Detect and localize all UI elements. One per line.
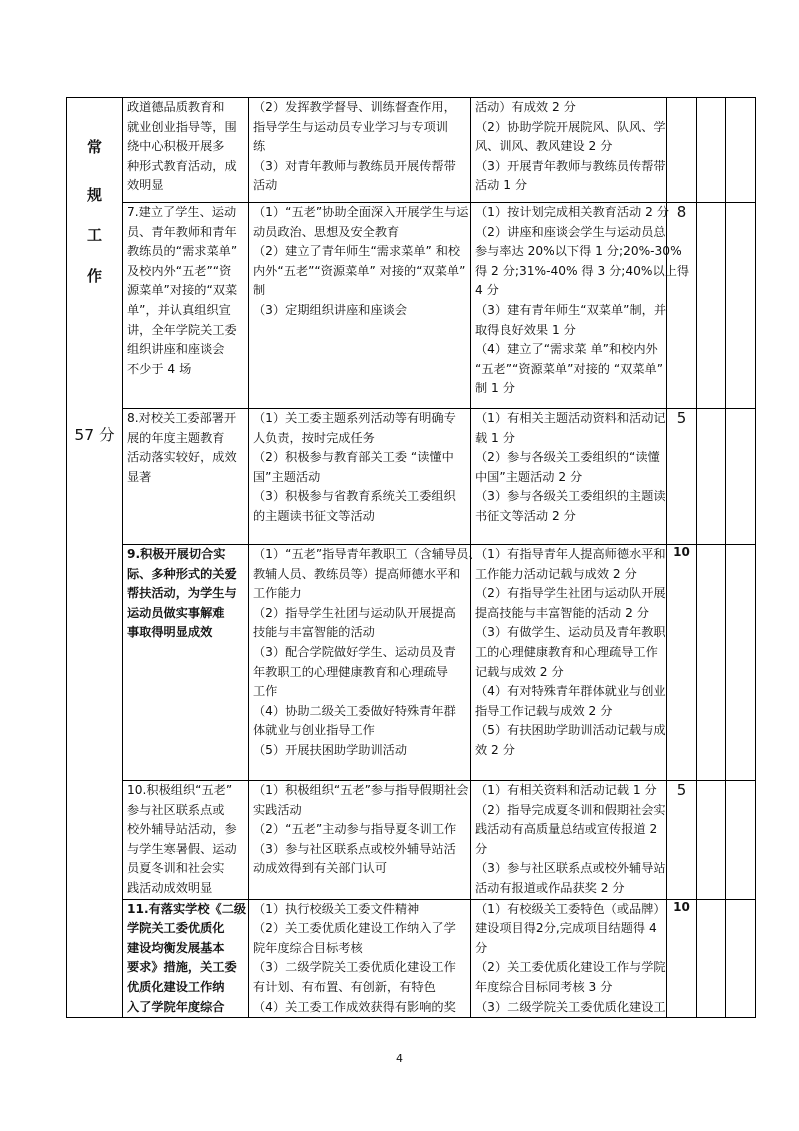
item-cell (123, 781, 249, 900)
criteria-cell (471, 203, 690, 409)
criteria-cell-line: 活动有报道或作品获奖 2 分 (475, 880, 625, 895)
blank-score-cell (726, 545, 756, 781)
criteria-cell-line: （2）指导完成夏冬训和假期社会实 (475, 802, 666, 817)
category-score: 57 分 (74, 426, 115, 444)
blank-score-cell (697, 409, 726, 545)
table-row (67, 781, 756, 900)
item-cell-line: 8.对校关工委部署开 (127, 411, 237, 425)
item-cell-line: 不少于 4 场 (127, 361, 192, 376)
item-cell-line: 学院关工委优质化 (127, 921, 225, 936)
category-char: 常 (86, 138, 102, 156)
item-cell-line: 组织讲座和座谈会 (127, 342, 225, 357)
criteria-cell (471, 781, 667, 900)
criteria-cell-line: 取得良好效果 1 分 (475, 322, 576, 337)
criteria-cell-line: 指导工作记载与成效 2 分 (475, 703, 613, 718)
content-cell-line: 内外“五老”“资源菜单” 对接的“双菜单” (253, 263, 466, 278)
blank-score-cell (697, 203, 726, 409)
score-cell: 5 (667, 781, 697, 900)
content-cell-line: 指导学生与运动员专业学习与专项训 (253, 119, 448, 134)
item-cell (123, 409, 249, 545)
item-cell-line: 校外辅导站活动，参 (127, 822, 237, 837)
table-row (67, 98, 756, 203)
criteria-cell-line: （2）有指导学生社团与运动队开展 (475, 586, 666, 601)
criteria-cell-line: （5）有扶困助学助训活动记载与成 (475, 723, 666, 738)
blank-score-cell (697, 98, 726, 203)
criteria-cell-line: （2）讲座和座谈会学生与运动员总 (475, 224, 666, 239)
criteria-cell (471, 98, 667, 203)
content-cell-line: （3）二级学院关工委优质化建设工作 (253, 960, 456, 975)
item-cell-line: 事取得明显成效 (127, 625, 213, 640)
blank-score-cell (726, 98, 756, 203)
item-cell-line: 帮扶活动，为学生与 (127, 586, 237, 601)
item-cell-line: 显著 (127, 469, 152, 484)
score-cell (667, 98, 697, 203)
content-cell-line: （4）关工委工作成效获得有影响的奖 (253, 999, 456, 1014)
criteria-cell-line: 参与率达 20%以下得 1 分;20%-30% (475, 244, 682, 259)
content-cell-line: 工作 (253, 684, 278, 699)
item-cell (123, 98, 249, 203)
item-cell-line: 政道德品质教育和 (127, 100, 225, 114)
content-cell-line: （2）“五老”主动参与指导夏冬训工作 (253, 822, 457, 837)
criteria-cell-line: 活动）有成效 2 分 (475, 100, 576, 114)
criteria-cell-line: （3）参与各级关工委组织的主题读 (475, 489, 666, 504)
item-cell-line: 教练员的“需求菜单” (127, 244, 238, 259)
content-cell-line: （1）关工委主题系列活动等有明确专 (253, 411, 456, 425)
content-cell-line: （2）指导学生社团与运动队开展提高 (253, 605, 456, 620)
criteria-cell (471, 409, 667, 545)
criteria-cell-line: （1）按计划完成相关教育活动 2 分 (475, 205, 669, 219)
content-cell-line: （2）关工委优质化建设工作纳入了学 (253, 921, 456, 936)
item-cell-line: 活动落实较好，成效 (127, 450, 237, 465)
criteria-cell (471, 899, 667, 1018)
criteria-cell-line: （1）有指导青年人提高师德水平和 (475, 547, 666, 561)
category-char: 规 (86, 186, 102, 204)
content-cell-line: （1）积极组织“五老”参与指导假期社会 (253, 783, 469, 797)
blank-score-cell (726, 899, 756, 1018)
content-cell (249, 545, 481, 781)
item-cell (123, 203, 249, 409)
item-cell-line: 7.建立了学生、运动 (127, 205, 237, 219)
content-cell-line: （1）“五老”指导青年教职工（含辅导员、 (253, 547, 481, 561)
criteria-cell-line: （2）关工委优质化建设工作与学院 (475, 960, 666, 975)
content-cell-line: 的主题读书征文等活动 (253, 508, 375, 523)
criteria-cell-line: （4）有对特殊青年群体就业与创业 (475, 684, 666, 699)
criteria-cell-line: （3）开展青年教师与教练员传帮带 (475, 158, 666, 173)
content-cell-line: （3）对青年教师与教练员开展传帮带 (253, 158, 456, 173)
content-cell-line: 体就业与创业指导工作 (253, 723, 375, 738)
item-cell-line: 展的年度主题教育 (127, 430, 225, 445)
criteria-cell-line: 载 1 分 (475, 430, 515, 445)
item-cell-line: 效明显 (127, 178, 164, 193)
criteria-cell-line: 分 (475, 841, 488, 856)
blank-score-cell (726, 781, 756, 900)
criteria-cell-line: （1）有相关资料和活动记载 1 分 (475, 783, 657, 797)
content-cell (249, 409, 471, 545)
item-cell-line: 10.积极组织“五老” (127, 783, 233, 797)
criteria-cell-line: （3）参与社区联系点或校外辅导站 (475, 861, 666, 876)
content-cell-line: 练 (253, 139, 266, 154)
table-row (67, 899, 756, 1018)
content-cell-line: 实践活动 (253, 802, 302, 817)
blank-score-cell (697, 781, 726, 900)
score-cell: 8 (667, 203, 697, 409)
score-cell: 10 (667, 899, 697, 1018)
score-cell: 5 (667, 409, 697, 545)
item-cell-line: 单”，并认真组织宣 (127, 302, 231, 317)
criteria-cell-line: （1）有校级关工委特色（或品牌） (475, 901, 666, 916)
category-char: 作 (86, 267, 102, 285)
item-cell-line: 源菜单”对接的“双菜 (127, 283, 238, 298)
content-cell-line: 技能与丰富智能的活动 (253, 625, 375, 640)
content-cell-line: （1）“五老”协助全面深入开展学生与运 (253, 205, 469, 219)
content-cell-line: （2）积极参与教育部关工委 “读懂中 (253, 450, 454, 465)
item-cell-line: 9.积极开展切合实 (127, 547, 226, 561)
blank-score-cell (726, 409, 756, 545)
score-cell: 10 (667, 545, 697, 781)
item-cell-line: 参与社区联系点或 (127, 802, 225, 817)
content-cell-line: 工作能力 (253, 586, 302, 601)
content-cell-line: （3）参与社区联系点或校外辅导站活 (253, 841, 456, 856)
category-char: 工 (86, 226, 102, 244)
table-row (67, 203, 756, 409)
criteria-cell-line: “五老”“资源菜单”对接的 “双菜单” (475, 361, 664, 376)
criteria-cell-line: 效 2 分 (475, 742, 515, 757)
table-row (67, 545, 756, 781)
criteria-cell-line: 风、训风、教风建设 2 分 (475, 139, 613, 154)
content-cell (249, 98, 471, 203)
criteria-cell-line: （3）建有青年师生“双菜单”制，并 (475, 302, 667, 317)
item-cell-line: 种形式教育活动，成 (127, 158, 237, 173)
criteria-cell-line: 分 (475, 940, 488, 955)
criteria-cell-line: 活动 1 分 (475, 178, 528, 193)
item-cell (123, 899, 249, 1018)
content-cell-line: 动成效得到有关部门认可 (253, 861, 388, 876)
item-cell-line: 与学生寒暑假、运动 (127, 841, 237, 856)
page-number: 4 (396, 1052, 403, 1065)
criteria-cell-line: （1）有相关主题活动资料和活动记 (475, 411, 666, 425)
blank-score-cell (697, 899, 726, 1018)
criteria-cell-line: 4 分 (475, 283, 499, 298)
content-cell-line: 人负责，按时完成任务 (253, 430, 375, 445)
item-cell-line: 绕中心积极开展多 (127, 139, 225, 154)
item-cell-line: 11.有落实学校《二级 (127, 901, 247, 916)
criteria-cell-line: 得 2 分;31%-40% 得 3 分;40%以上得 (475, 263, 690, 278)
criteria-cell-line: 提高技能与丰富智能的活动 2 分 (475, 605, 649, 620)
content-cell-line: 制 (253, 283, 266, 298)
content-cell-line: （5）开展扶困助学助训活动 (253, 742, 408, 757)
table-row (67, 409, 756, 545)
criteria-cell-line: 工的心理健康教育和心理疏导工作 (475, 644, 658, 659)
blank-score-cell (697, 545, 726, 781)
content-cell-line: 动员政治、思想及安全教育 (253, 224, 400, 239)
criteria-cell-line: 工作能力活动记载与成效 2 分 (475, 566, 637, 581)
item-cell-line: 入了学院年度综合 (127, 999, 225, 1014)
content-cell-line: 教辅人员、教练员等）提高师德水平和 (253, 566, 461, 581)
item-cell-line: 员、青年教师和青年 (127, 224, 237, 239)
item-cell-line: 要求》措施，关工委 (127, 960, 237, 975)
item-cell-line: 建设均衡发展基本 (127, 940, 225, 955)
content-cell-line: （3）配合学院做好学生、运动员及青 (253, 644, 456, 659)
criteria-cell-line: 践活动有高质量总结或宣传报道 2 (475, 822, 658, 837)
criteria-cell-line: 记载与成效 2 分 (475, 664, 564, 679)
criteria-cell-line: 制 1 分 (475, 381, 515, 396)
criteria-cell-line: （2）参与各级关工委组织的“读懂 (475, 450, 660, 465)
criteria-cell-line: 中国”主题活动 2 分 (475, 469, 583, 484)
content-cell-line: （3）定期组织讲座和座谈会 (253, 302, 408, 317)
criteria-cell-line: 年度综合目标同考核 3 分 (475, 979, 613, 994)
item-cell-line: 及校内外“五老”“资 (127, 263, 232, 278)
content-cell-line: 年教职工的心理健康教育和心理疏导 (253, 664, 448, 679)
evaluation-table (66, 97, 756, 1018)
content-cell-line: （2）发挥教学督导、训练督查作用， (253, 100, 456, 114)
item-cell-line: 优质化建设工作纳 (127, 979, 225, 994)
content-cell-line: 有计划、有布置、有创新，有特色 (253, 979, 436, 994)
content-cell (249, 781, 471, 900)
content-cell-line: 活动 (253, 178, 278, 193)
item-cell-line: 运动员做实事解难 (127, 605, 225, 620)
content-cell-line: （3）积极参与省教育系统关工委组织 (253, 489, 456, 504)
content-cell (249, 899, 471, 1018)
content-cell-line: （2）建立了青年师生“需求菜单” 和校 (253, 244, 461, 259)
criteria-cell-line: 建设项目得2分,完成项目结题得 4 (475, 921, 657, 936)
content-cell-line: （4）协助二级关工委做好特殊青年群 (253, 703, 456, 718)
item-cell-line: 际、多种形式的关爱 (127, 566, 237, 581)
criteria-cell-line: （4）建立了“需求菜 单”和校内外 (475, 342, 658, 357)
item-cell-line: 践活动成效明显 (127, 880, 213, 895)
item-cell (123, 545, 249, 781)
criteria-cell-line: （2）协助学院开展院风、队风、学 (475, 119, 666, 134)
content-cell-line: （1）执行校级关工委文件精神 (253, 901, 420, 916)
criteria-cell-line: 书征文等活动 2 分 (475, 508, 576, 523)
content-cell-line: 院年度综合目标考核 (253, 940, 363, 955)
item-cell-line: 讲，全年学院关工委 (127, 322, 237, 337)
item-cell-line: 就业创业指导等，围 (127, 119, 237, 134)
content-cell-line: 国”主题活动 (253, 469, 321, 484)
category-cell (67, 98, 123, 1018)
content-cell (249, 203, 471, 409)
criteria-cell (471, 545, 667, 781)
criteria-cell-line: （3）二级学院关工委优质化建设工 (475, 999, 666, 1014)
criteria-cell-line: （3）有做学生、运动员及青年教职 (475, 625, 666, 640)
blank-score-cell (726, 203, 756, 409)
item-cell-line: 员夏冬训和社会实 (127, 861, 225, 876)
